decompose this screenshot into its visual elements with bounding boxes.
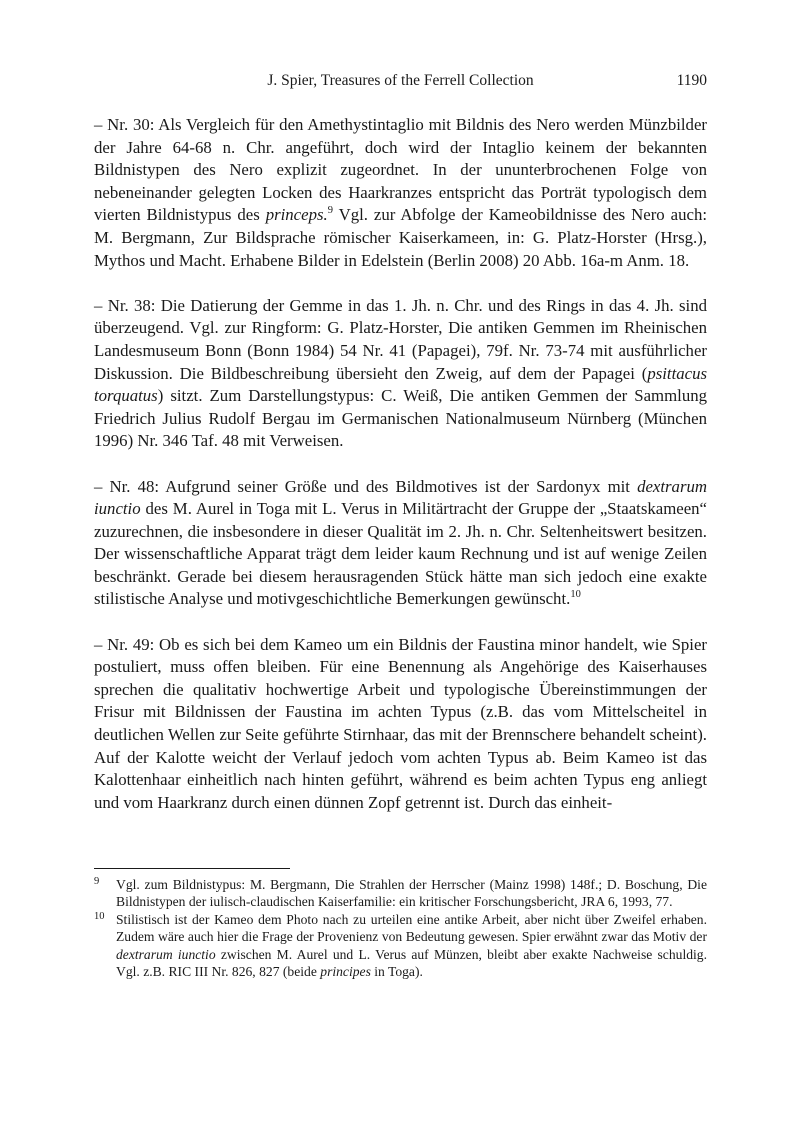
italic-term: dextrarum iunctio (116, 946, 216, 962)
footnote-9 (94, 876, 707, 911)
footnote-text: zwischen M. Aurel und L. Verus auf Münzen, bleibt aber exakte Nachweise schuldig. Vgl. z.B. RIC III Nr. 826, 827 (beide (116, 946, 707, 980)
paragraph-text: – Nr. 30: Als Vergleich für den Amethystintaglio mit Bildnis des Nero werden Münzbilder der Jahre 64-68 n. Chr. angeführt, doch wird der Intaglio keinem der bekannten Bildnistypen des Nero explizit zugeordnet. In der ununterbrochenen Folge von nebeneinander gelegten Locken des Haarkranzes entspricht das Porträt typologisch dem vierten Bildnistypus des (94, 115, 707, 225)
footnote-text: Stilistisch ist der Kameo dem Photo nach zu urteilen eine antike Arbeit, aber nicht über Zweifel erhaben. Zudem wäre auch hier die Frage der Provenienz von Bedeutung gewesen. Spier erwähnt zwar das Motiv der (116, 911, 707, 945)
footnote-ref-10[interactable]: 10 (570, 589, 581, 601)
running-title: J. Spier, Treasures of the Ferrell Collection (267, 72, 534, 89)
footnotes (94, 876, 707, 980)
paragraph-text: – Nr. 49: Ob es sich bei dem Kameo um ein Bildnis der Faustina minor handelt, wie Spier postuliert, muss offen bleiben. Für eine Benennung als Angehörige des Kaiserhauses sprechen die qualitativ hochwertige Arbeit und typologische Übereinstimmungen der Frisur mit Bildnissen der Faustina im achten Typus (z.B. das vom Mittelscheitel in deutlichen Wellen zur Seite geführte Stirnhaar, das mit der Brennschere behandelt scheint). Auf der Kalotte weicht der Verlauf jedoch vom achten Typus ab. Beim Kameo ist das Kalottenhaar einheitlich nach hinten geführt, während es beim achten Typus eng anliegt und vom Haarkranz durch einen dünnen Zopf getrennt ist. Durch das einheit- (94, 634, 707, 812)
footnote-10 (94, 911, 707, 981)
paragraph-nr-49 (94, 634, 707, 815)
footnote-number: 10 (94, 910, 105, 922)
page-number: 1190 (676, 72, 707, 89)
paragraph-nr-38 (94, 295, 707, 453)
italic-term: principes (320, 964, 371, 980)
italic-term: princeps. (265, 205, 328, 225)
paragraph-nr-48 (94, 476, 707, 612)
paragraph-text: – Nr. 48: Aufgrund seiner Größe und des Bildmotives ist der Sardonyx mit (94, 476, 638, 496)
paragraph-text: – Nr. 38: Die Datierung der Gemme in das 1. Jh. n. Chr. und des Rings in das 4. Jh. sind überzeugend. Vgl. zur Ringform: G. Platz-Horster, Die antiken Gemmen im Rheinischen Landesmuseum Bonn (Bonn 1984) 54 Nr. 41 (Papagei), 79f. Nr. 73-74 mit ausführlicher Diskussion. Die Bildbeschreibung übersieht den Zweig, auf dem der Papagei ( (94, 295, 707, 383)
italic-term: psittacus torquatus (94, 363, 707, 406)
main-text (94, 114, 707, 837)
paragraph-text: Vgl. zur Abfolge der Kameobildnisse des Nero auch: M. Bergmann, Zur Bildsprache römischer Kaiserkameen, in: G. Platz-Horster (Hrsg.), Mythos und Macht. Erhabene Bilder in Edelstein (Berlin 2008) 20 Abb. 16a-m Anm. 18. (94, 205, 707, 270)
footnote-number: 9 (94, 876, 100, 887)
paragraph-text: des M. Aurel in Toga mit L. Verus in Militärtracht der Gruppe der „Staatskameen“ zuzurechnen, die insbesondere in dieser Qualität im 2. Jh. n. Chr. Seltenheitswert besitzen. Der wissenschaftliche Apparat trägt dem leider kaum Rechnung und ist auf wenige Zeilen beschränkt. Gerade bei diesem herausragenden Stück hätte man sich jedoch eine exakte stilistische Analyse und motivgeschichtliche Bemerkungen gewünscht. (94, 499, 707, 609)
paragraph-text: ) sitzt. Zum Darstellungstypus: C. Weiß, Die antiken Gemmen der Sammlung Friedrich Julius Rudolf Bergau im Germanischen Nationalmuseum Nürnberg (München 1996) Nr. 346 Taf. 48 mit Verweisen. (94, 386, 707, 451)
footnote-separator (94, 868, 290, 869)
paragraph-nr-30 (94, 114, 707, 272)
footnote-text: Vgl. zum Bildnistypus: M. Bergmann, Die Strahlen der Herrscher (Mainz 1998) 148f.; D. Boschung, Die Bildnistypen der iulisch-claudischen Kaiserfamilie: ein kritischer Forschungsbericht, JRA 6, 1993, 77. (116, 877, 707, 910)
footnote-ref-9[interactable]: 9 (327, 205, 333, 217)
footnote-text: in Toga). (370, 964, 423, 980)
running-header (94, 72, 707, 94)
italic-term: dextrarum iunctio (94, 476, 707, 519)
